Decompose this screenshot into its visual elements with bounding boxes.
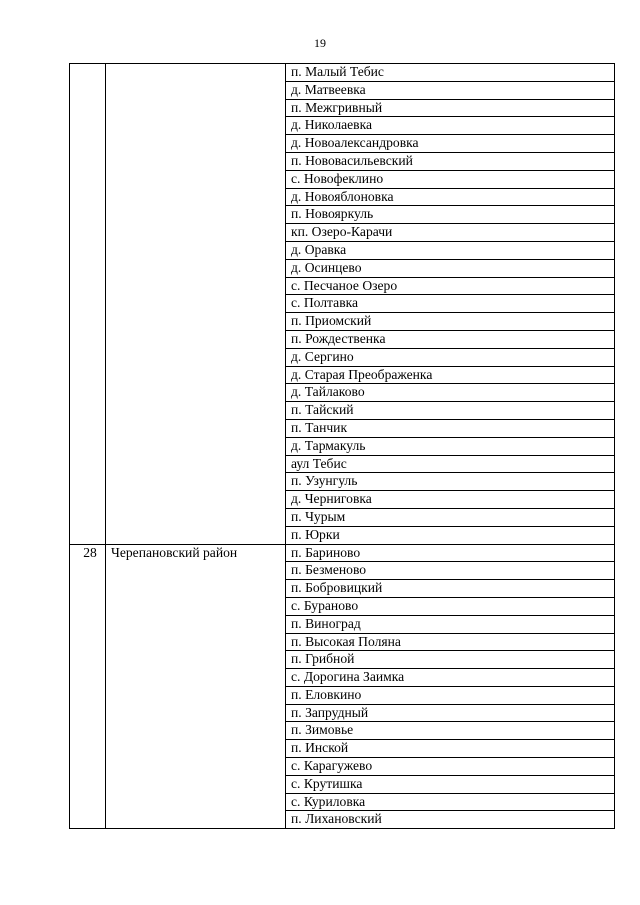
settlement-cell: д. Осинцево [286,259,615,277]
settlement-cell: п. Узунгуль [286,473,615,491]
settlement-cell: с. Куриловка [286,793,615,811]
page-number: 19 [314,36,326,50]
settlement-cell: п. Запрудный [286,704,615,722]
settlements-table [69,63,615,829]
settlement-cell: п. Виноград [286,615,615,633]
settlement-cell: п. Малый Тебис [286,64,615,82]
district-number-cell: 28 [70,544,106,829]
settlement-cell: п. Танчик [286,419,615,437]
settlement-cell: д. Матвеевка [286,81,615,99]
settlement-cell: п. Приомский [286,313,615,331]
settlement-cell: п. Чурым [286,508,615,526]
table-row [70,64,615,82]
settlement-cell: п. Бобровицкий [286,580,615,598]
district-name-cell: Черепановский район [106,544,286,829]
settlement-cell: п. Юрки [286,526,615,544]
settlement-cell: п. Высокая Поляна [286,633,615,651]
settlement-cell: п. Новояркуль [286,206,615,224]
settlement-cell: д. Тармакуль [286,437,615,455]
settlement-cell: с. Крутишка [286,775,615,793]
settlement-cell: п. Инской [286,740,615,758]
settlement-cell: п. Межгривный [286,99,615,117]
settlement-cell: д. Черниговка [286,491,615,509]
settlement-cell: п. Бариново [286,544,615,562]
settlement-cell: с. Песчаное Озеро [286,277,615,295]
settlement-cell: д. Старая Преображенка [286,366,615,384]
district-name-cell [106,64,286,545]
settlement-cell: д. Новояблоновка [286,188,615,206]
settlement-cell: п. Рождественка [286,330,615,348]
settlement-cell: с. Карагужево [286,758,615,776]
settlement-cell: д. Оравка [286,241,615,259]
settlement-cell: д. Сергино [286,348,615,366]
settlement-cell: с. Дорогина Заимка [286,669,615,687]
settlement-cell: кп. Озеро-Карачи [286,224,615,242]
settlement-cell: с. Полтавка [286,295,615,313]
settlement-cell: п. Нововасильевский [286,152,615,170]
settlement-cell: п. Еловкино [286,686,615,704]
settlement-cell: п. Грибной [286,651,615,669]
settlement-cell: д. Новоалександровка [286,135,615,153]
settlement-cell: п. Лихановский [286,811,615,829]
table-row [70,544,615,562]
settlement-cell: п. Тайский [286,402,615,420]
district-number-cell [70,64,106,545]
settlement-cell: п. Зимовье [286,722,615,740]
settlement-cell: аул Тебис [286,455,615,473]
settlements-table-body [70,64,615,829]
settlement-cell: д. Николаевка [286,117,615,135]
settlement-cell: с. Бураново [286,597,615,615]
settlement-cell: с. Новофеклино [286,170,615,188]
settlement-cell: п. Безменово [286,562,615,580]
settlement-cell: д. Тайлаково [286,384,615,402]
